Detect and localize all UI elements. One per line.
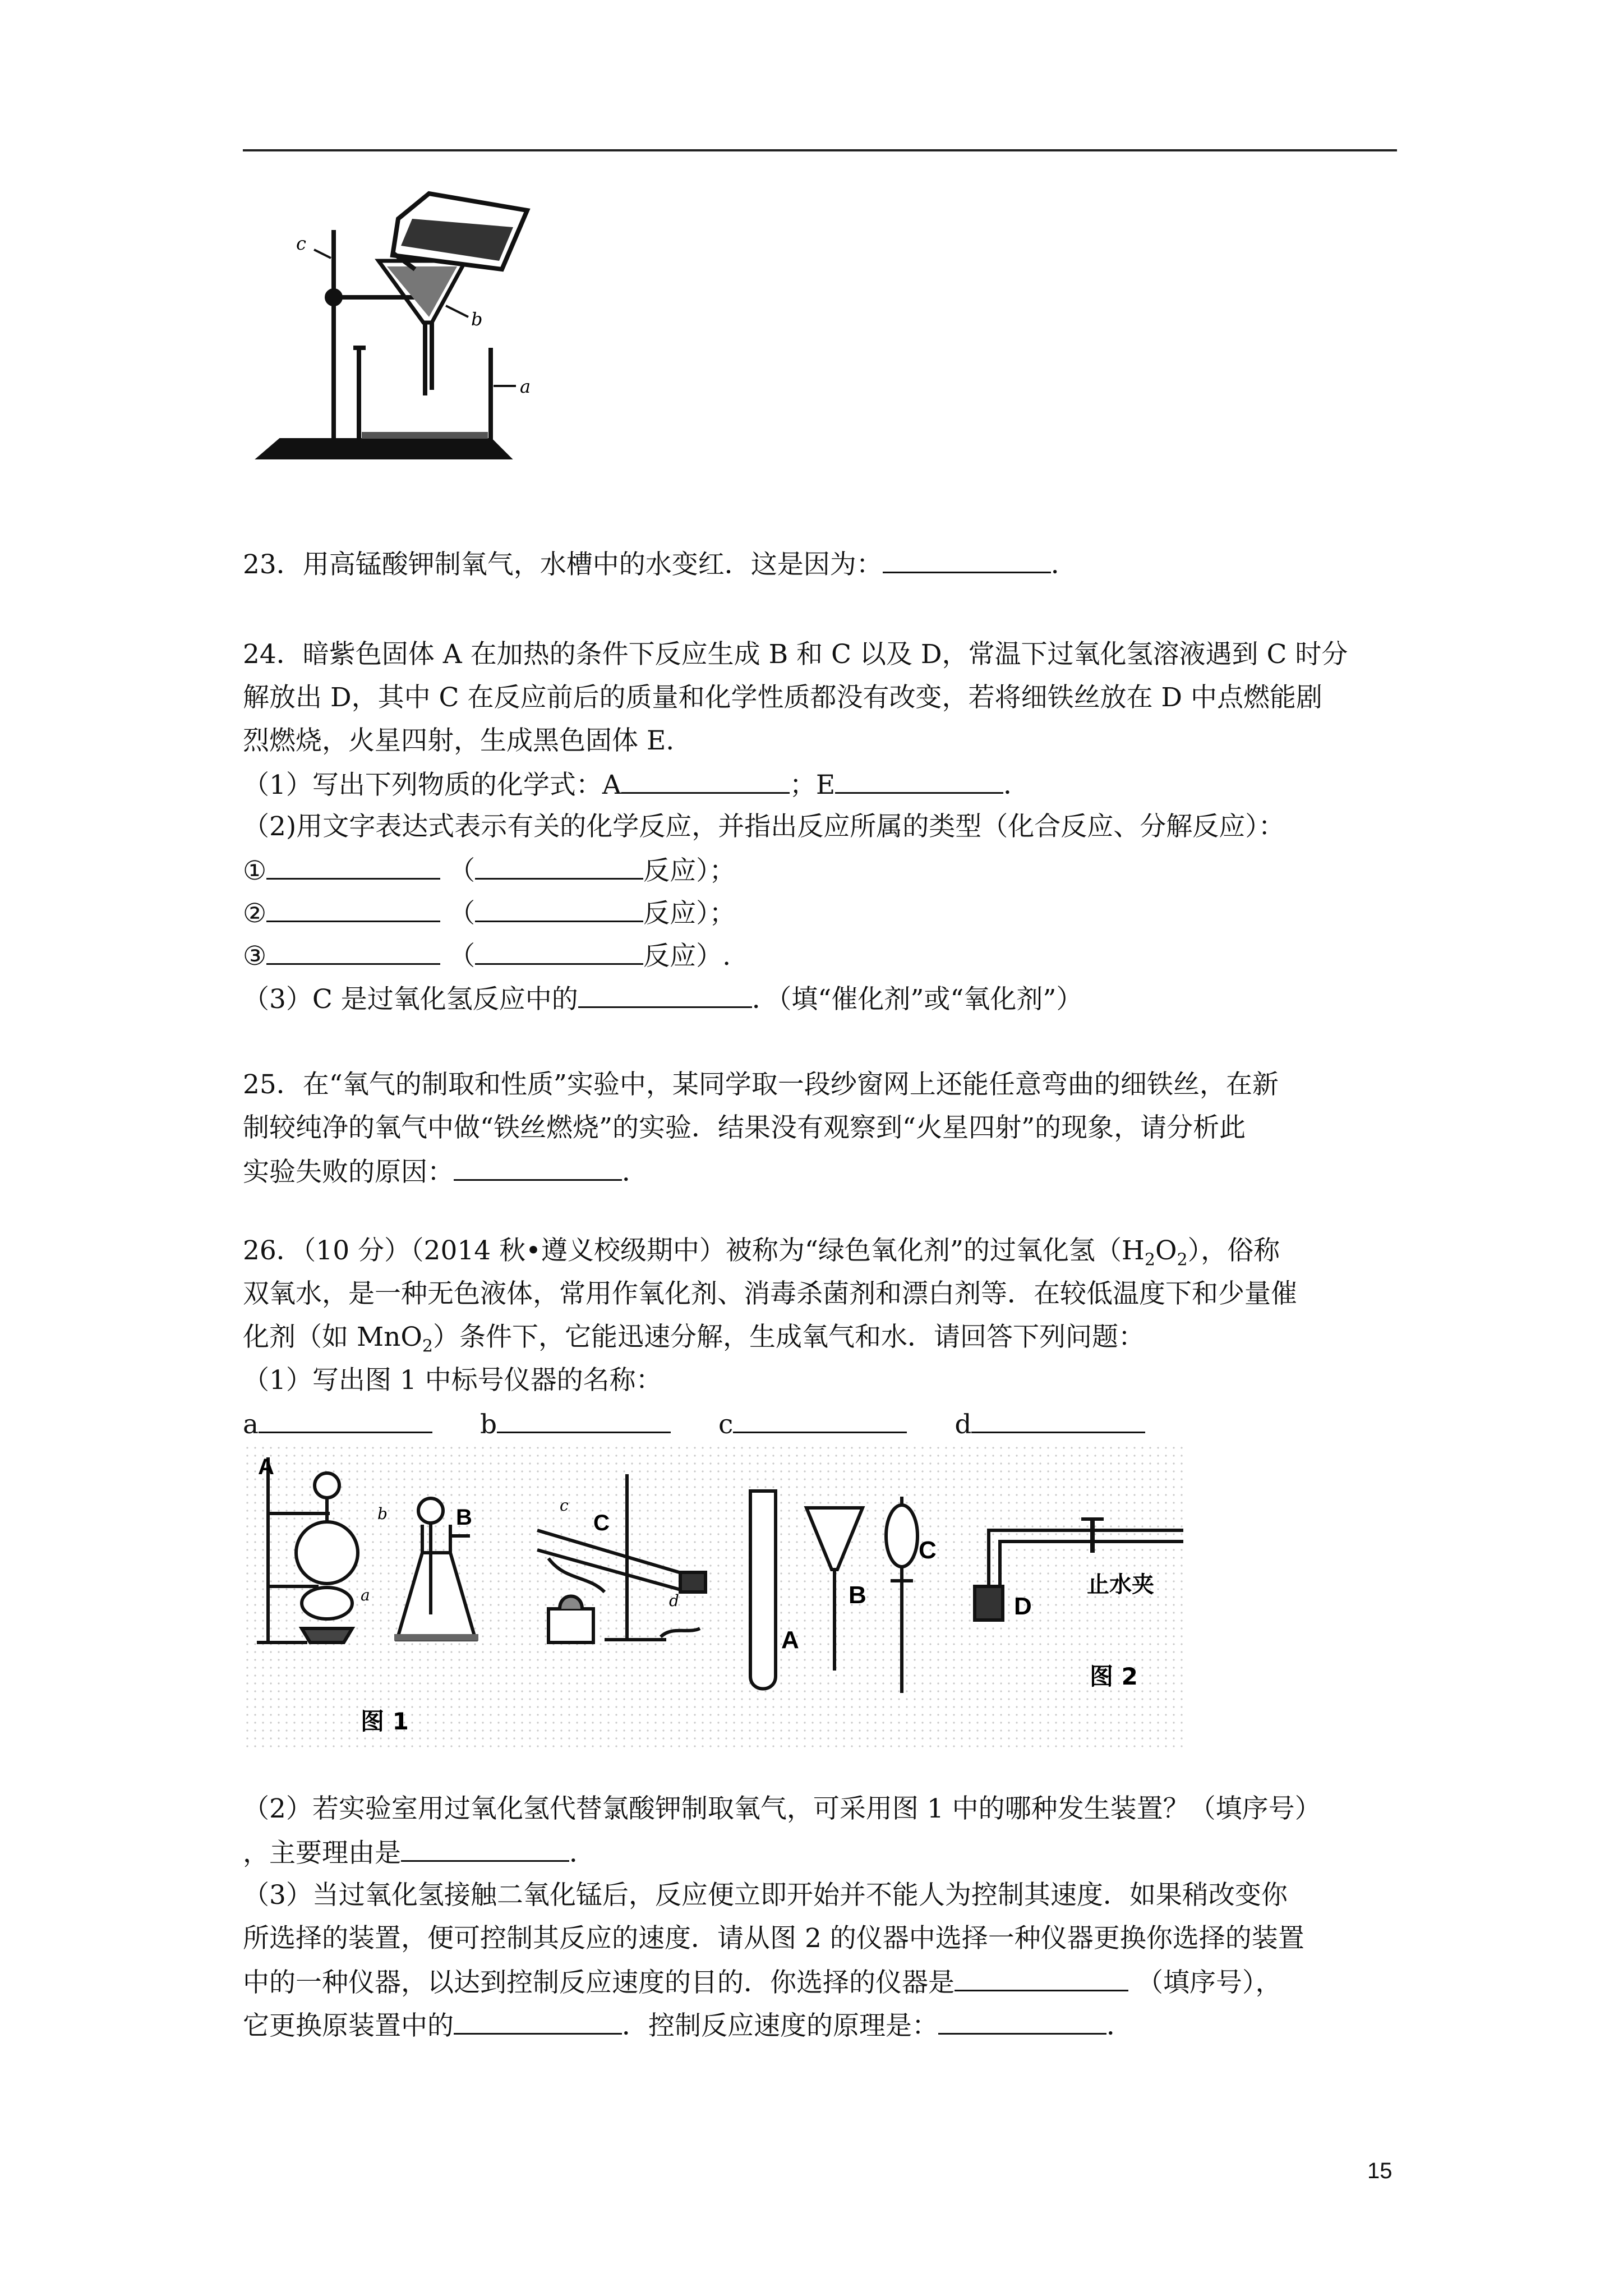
question-25-line1: 25．在“氧气的制取和性质”实验中，某同学取一段纱窗网上还能任意弯曲的细铁丝，在新 [243,1069,1279,1100]
principle-blank[interactable] [938,2008,1106,2035]
fig2-item-a: A [781,1626,799,1654]
question-24-sub3: （3）C 是过氧化氢反应中的 ．（填“催化剂”或“氧化剂”） [243,982,1082,1016]
answer-blank[interactable] [578,982,752,1008]
question-24-item2: ② （ 反应）； [243,896,736,931]
instrument-blank[interactable] [955,1965,1128,1991]
blank-a[interactable] [259,1407,432,1433]
question-24-line2: 解放出 D，其中 C 在反应前后的质量和化学性质都没有改变，若将细铁丝放在 D 中点燃能剧 [243,682,1323,713]
blank-c[interactable] [733,1407,907,1433]
fig-label-c: c [296,233,306,254]
question-26-sub3-line4: 它更换原装置中的 ．控制反应速度的原理是： ． [243,2008,1133,2043]
fig2-item-b: B [849,1581,866,1609]
apparatus-figures [246,1446,1183,1749]
question-26-line2: 双氧水，是一种无色液体，常用作氧化剂、消毒杀菌剂和漂白剂等．在较低温度下和少量催 [243,1278,1297,1309]
question-26-sub1: （1）写出图 1 中标号仪器的名称： [243,1365,662,1396]
question-24-item1: ① （ 反应）； [243,853,736,888]
question-23: 23．用高锰酸钾制氧气，水槽中的水变红．这是因为： ． [243,547,1077,582]
equation-blank[interactable] [266,853,440,880]
answer-blank[interactable] [883,547,1051,573]
type-blank[interactable] [475,938,643,965]
question-26-sub3-line1: （3）当过氧化氢接触二氧化锰后，反应便立即开始并不能人为控制其速度．如果稍改变你 [243,1880,1288,1911]
question-26-sub3-line2: 所选择的装置，便可控制其反应的速度．请从图 2 的仪器中选择一种仪器更换你选择的装置 [243,1923,1304,1954]
fig2-caption: 图 2 [1090,1663,1138,1690]
replaced-blank[interactable] [454,2008,622,2035]
page-number: 15 [1367,2159,1393,2183]
question-26-line3: 化剂（如 MnO$_2$）条件下，它能迅速分解，生成氧气和水．请回答下列问题： [243,1322,1145,1356]
fig2-item-c: C [919,1536,937,1564]
fig1-part-c: c [560,1496,569,1515]
blank-d[interactable] [971,1407,1145,1433]
equation-blank[interactable] [266,896,440,922]
type-blank[interactable] [475,896,643,922]
question-26-line1: 26．（10 分）（2014 秋•遵义校级期中）被称为“绿色氧化剂”的过氧化氢$(H_2O_2)$，俗称 [243,1235,1280,1270]
fig1-device-b: B [456,1505,472,1530]
answer-blank[interactable] [401,1835,569,1862]
fig-label-b: b [471,309,483,330]
header-rule [243,149,1397,151]
fig1-caption: 图 1 [361,1708,409,1735]
fig1-part-a: a [361,1586,370,1604]
question-26-instrument-blanks: a b c d [243,1407,1145,1442]
fig-label-a: a [520,376,531,397]
question-26-sub2-line2: ，主要理由是 ． [243,1835,596,1870]
question-24-item3: ③ （ 反应）. [243,938,731,973]
fig1-part-b: b [377,1504,388,1523]
question-24-sub2: （2)用文字表达式表示有关的化学反应，并指出反应所属的类型（化合反应、分解反应）： [243,811,1285,842]
question-25-line2: 制较纯净的氧气中做“铁丝燃烧”的实验．结果没有观察到“火星四射”的现象，请分析此 [243,1112,1246,1143]
fig2-item-d: D [1014,1593,1032,1620]
question-25-line3: 实验失败的原因： ． [243,1154,648,1189]
question-24-line1: 24．暗紫色固体 A 在加热的条件下反应生成 B 和 C 以及 D，常温下过氧化氢溶液遇到 C 时分 [243,639,1348,670]
answer-blank-e[interactable] [835,767,1003,794]
question-26-sub2-line1: （2）若实验室用过氧化氢代替氯酸钾制取氧气，可采用图 1 中的哪种发生装置？（填序号） [243,1793,1321,1824]
blank-b[interactable] [497,1407,671,1433]
fig1-part-d: d [669,1591,679,1610]
fig1-device-a: A [258,1455,274,1479]
type-blank[interactable] [475,853,643,880]
filtration-figure [247,185,550,466]
equation-blank[interactable] [266,938,440,965]
fig1-device-c: C [593,1511,610,1535]
fig2-clamp-label: 止水夹 [1087,1572,1154,1598]
answer-blank-a[interactable] [621,767,790,794]
answer-blank[interactable] [454,1154,622,1181]
question-24-line3: 烈燃烧，火星四射，生成黑色固体 E. [243,725,675,756]
question-26-sub3-line3: 中的一种仪器，以达到控制反应速度的目的．你选择的仪器是 （填序号）， [243,1965,1281,2000]
question-24-sub1: （1）写出下列物质的化学式：A ；E ． [243,767,1030,802]
